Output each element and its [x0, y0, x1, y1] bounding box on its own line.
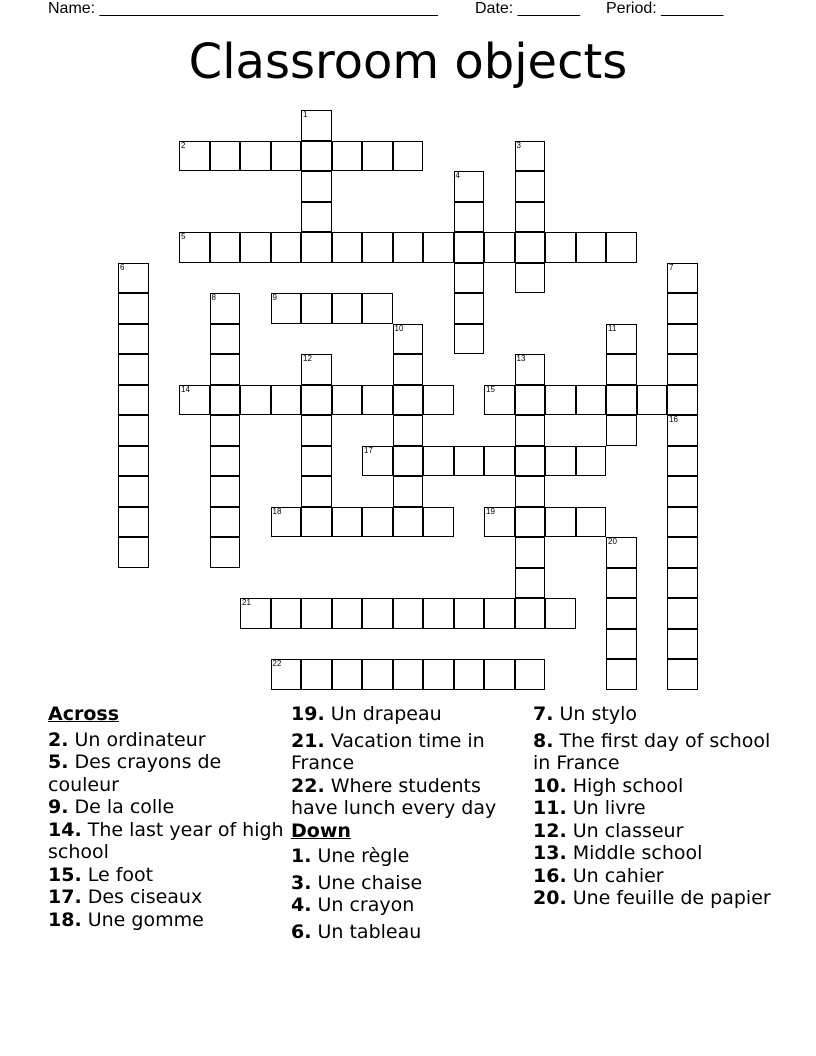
- grid-cell[interactable]: [362, 507, 393, 538]
- clue-text: Un crayon: [311, 894, 415, 916]
- cell-number: 16: [669, 415, 678, 424]
- clue-text: Des ciseaux: [81, 886, 203, 908]
- grid-cell[interactable]: [515, 415, 546, 446]
- grid-cell[interactable]: [301, 476, 332, 507]
- grid-cell[interactable]: [118, 385, 149, 416]
- grid-cell[interactable]: [454, 202, 485, 233]
- grid-cell[interactable]: [240, 141, 271, 172]
- grid-cell[interactable]: [362, 659, 393, 690]
- cell-number: 21: [242, 598, 251, 607]
- grid-cell[interactable]: [484, 598, 515, 629]
- grid-cell[interactable]: [271, 598, 302, 629]
- grid-cell[interactable]: [667, 446, 698, 477]
- clue-text: Where students have lunch every day: [291, 774, 497, 819]
- clue-number: 17.: [48, 886, 82, 908]
- clue-across-5: [48, 751, 288, 796]
- grid-cell[interactable]: [118, 354, 149, 385]
- clue-number: 4.: [291, 894, 312, 916]
- clue-number: 9.: [48, 796, 69, 818]
- clue-text: Une chaise: [311, 871, 423, 894]
- grid-cell[interactable]: [606, 629, 637, 660]
- grid-cell[interactable]: [515, 171, 546, 202]
- cell-number: 4: [455, 171, 460, 180]
- grid-cell[interactable]: [118, 446, 149, 477]
- cell-number: 6: [120, 262, 125, 272]
- grid-cell[interactable]: [545, 598, 576, 629]
- clue-text: Middle school: [566, 842, 703, 864]
- grid-cell[interactable]: [515, 476, 546, 507]
- cell-number: 18: [272, 506, 282, 516]
- grid-cell[interactable]: [576, 446, 607, 477]
- grid-cell[interactable]: [545, 385, 576, 416]
- grid-cell[interactable]: [210, 324, 241, 355]
- grid-cell[interactable]: [667, 659, 698, 690]
- grid-cell[interactable]: [637, 385, 668, 416]
- grid-cell[interactable]: [332, 659, 363, 690]
- clue-text: Une gomme: [81, 908, 204, 931]
- grid-cell[interactable]: [118, 293, 149, 324]
- grid-cell[interactable]: [332, 598, 363, 629]
- grid-cell[interactable]: [362, 446, 393, 477]
- clue-number: 12.: [533, 819, 567, 842]
- clue-down-3: [291, 872, 523, 895]
- grid-cell[interactable]: [118, 507, 149, 538]
- grid-cell[interactable]: [271, 385, 302, 416]
- grid-cell[interactable]: [667, 629, 698, 660]
- cell-number: 7: [669, 262, 674, 272]
- grid-cell[interactable]: [362, 232, 393, 263]
- grid-cell[interactable]: [515, 232, 546, 263]
- clues-column-1: [48, 703, 288, 931]
- grid-cell[interactable]: [667, 354, 698, 385]
- grid-cell[interactable]: [301, 202, 332, 233]
- clue-down-7: [533, 703, 773, 726]
- clue-down-12: [533, 820, 773, 843]
- clue-number: 13.: [533, 842, 567, 864]
- cell-number: 20: [608, 537, 617, 546]
- grid-cell[interactable]: [332, 507, 363, 538]
- down-heading: Down: [291, 819, 351, 842]
- cell-number: 2: [181, 140, 186, 150]
- grid-cell[interactable]: [515, 385, 546, 416]
- grid-cell[interactable]: [118, 476, 149, 507]
- grid-cell[interactable]: [454, 293, 485, 324]
- clue-text: The first day of school in France: [533, 729, 771, 774]
- grid-cell[interactable]: [332, 232, 363, 263]
- grid-cell[interactable]: [271, 659, 302, 690]
- grid-cell[interactable]: [454, 598, 485, 629]
- grid-cell[interactable]: [271, 507, 302, 538]
- across-clue-list: [48, 729, 288, 932]
- clue-across-9: [48, 796, 288, 819]
- grid-cell[interactable]: [515, 568, 546, 599]
- grid-cell[interactable]: [362, 293, 393, 324]
- grid-cell[interactable]: [606, 659, 637, 690]
- clue-number: 8.: [533, 729, 554, 752]
- clue-number: 15.: [48, 863, 82, 886]
- grid-cell[interactable]: [515, 354, 546, 385]
- clue-text: Un tableau: [311, 920, 422, 943]
- clue-number: 22.: [291, 774, 325, 797]
- grid-cell[interactable]: [484, 385, 515, 416]
- date-field[interactable]: Date: _______: [475, 0, 580, 17]
- grid-cell[interactable]: [667, 293, 698, 324]
- grid-cell[interactable]: [545, 446, 576, 477]
- grid-cell[interactable]: [393, 354, 424, 385]
- grid-cell[interactable]: [210, 537, 241, 568]
- clue-number: 3.: [291, 871, 312, 894]
- grid-cell[interactable]: [515, 141, 546, 172]
- grid-cell[interactable]: [606, 415, 637, 446]
- grid-cell[interactable]: [545, 507, 576, 538]
- clue-number: 20.: [533, 887, 567, 909]
- grid-cell[interactable]: [210, 507, 241, 538]
- grid-cell[interactable]: [606, 568, 637, 599]
- cell-number: 12: [303, 354, 312, 363]
- grid-cell[interactable]: [240, 385, 271, 416]
- grid-cell[interactable]: [210, 293, 241, 324]
- grid-cell[interactable]: [423, 598, 454, 629]
- grid-cell[interactable]: [484, 659, 515, 690]
- grid-cell[interactable]: [606, 232, 637, 263]
- grid-cell[interactable]: [606, 537, 637, 568]
- grid-cell[interactable]: [301, 141, 332, 172]
- grid-cell[interactable]: [179, 141, 210, 172]
- grid-cell[interactable]: [301, 659, 332, 690]
- grid-cell[interactable]: [484, 446, 515, 477]
- clue-text: Un drapeau: [324, 703, 442, 725]
- clue-number: 6.: [291, 920, 312, 943]
- clue-across-14: [48, 819, 288, 864]
- grid-cell[interactable]: [545, 232, 576, 263]
- grid-cell[interactable]: [362, 598, 393, 629]
- grid-cell[interactable]: [576, 507, 607, 538]
- cell-number: 3: [516, 140, 521, 150]
- name-field[interactable]: Name: ______________________________________: [48, 0, 438, 17]
- grid-cell[interactable]: [210, 415, 241, 446]
- grid-cell[interactable]: [606, 324, 637, 355]
- grid-cell[interactable]: [301, 598, 332, 629]
- grid-cell[interactable]: [667, 415, 698, 446]
- grid-cell[interactable]: [667, 598, 698, 629]
- clue-text: De la colle: [68, 796, 175, 818]
- cell-number: 19: [486, 506, 495, 516]
- grid-cell[interactable]: [393, 141, 424, 172]
- clue-down-16: [533, 865, 773, 888]
- grid-cell[interactable]: [515, 263, 546, 294]
- clue-across-2: [48, 729, 288, 752]
- grid-cell[interactable]: [606, 598, 637, 629]
- grid-cell[interactable]: [667, 385, 698, 416]
- grid-cell[interactable]: [667, 476, 698, 507]
- clue-text: Un cahier: [566, 864, 664, 887]
- grid-cell[interactable]: [667, 324, 698, 355]
- grid-cell[interactable]: [118, 537, 149, 568]
- grid-cell[interactable]: [454, 232, 485, 263]
- grid-cell[interactable]: [301, 293, 332, 324]
- cell-number: 10: [394, 323, 404, 333]
- clue-number: 19.: [291, 703, 325, 725]
- cell-number: 22: [272, 659, 282, 668]
- clues-column-2: [291, 703, 523, 943]
- grid-cell[interactable]: [179, 385, 210, 416]
- grid-cell[interactable]: [179, 232, 210, 263]
- clue-number: 11.: [533, 797, 567, 819]
- grid-cell[interactable]: [454, 263, 485, 294]
- grid-cell[interactable]: [271, 293, 302, 324]
- cell-number: 9: [272, 293, 277, 302]
- grid-cell[interactable]: [454, 171, 485, 202]
- clue-number: 21.: [291, 729, 325, 752]
- grid-cell[interactable]: [515, 537, 546, 568]
- grid-cell[interactable]: [118, 263, 149, 294]
- clue-across-19: [291, 703, 523, 726]
- clue-number: 7.: [533, 703, 554, 725]
- grid-cell[interactable]: [210, 354, 241, 385]
- grid-cell[interactable]: [423, 232, 454, 263]
- clue-number: 14.: [48, 818, 82, 841]
- clue-number: 10.: [533, 774, 567, 797]
- clue-down-10: [533, 775, 773, 798]
- grid-cell[interactable]: [271, 232, 302, 263]
- grid-cell[interactable]: [515, 598, 546, 629]
- grid-cell[interactable]: [484, 232, 515, 263]
- cell-number: 11: [608, 323, 617, 333]
- clue-across-22: [291, 775, 523, 820]
- grid-cell[interactable]: [301, 171, 332, 202]
- grid-cell[interactable]: [393, 232, 424, 263]
- clue-down-1: [291, 845, 523, 868]
- grid-cell[interactable]: [606, 354, 637, 385]
- grid-cell[interactable]: [301, 110, 332, 141]
- cell-number: 13: [516, 354, 526, 363]
- grid-cell[interactable]: [515, 507, 546, 538]
- grid-cell[interactable]: [667, 568, 698, 599]
- clue-across-21: [291, 730, 523, 775]
- clue-number: 5.: [48, 751, 69, 773]
- grid-cell[interactable]: [576, 232, 607, 263]
- clue-across-15: [48, 864, 288, 887]
- clue-number: 18.: [48, 908, 82, 931]
- clue-across-17: [48, 886, 288, 909]
- grid-cell[interactable]: [210, 476, 241, 507]
- grid-cell[interactable]: [362, 385, 393, 416]
- clue-number: 16.: [533, 864, 567, 887]
- cell-number: 15: [486, 384, 495, 394]
- clue-down-13: [533, 842, 773, 865]
- grid-cell[interactable]: [210, 232, 241, 263]
- grid-cell[interactable]: [393, 415, 424, 446]
- grid-cell[interactable]: [210, 141, 241, 172]
- clue-text: Un ordinateur: [68, 728, 206, 751]
- cell-number: 5: [181, 232, 186, 241]
- grid-cell[interactable]: [393, 598, 424, 629]
- grid-cell[interactable]: [454, 659, 485, 690]
- clue-down-6: [291, 921, 523, 944]
- grid-cell[interactable]: [576, 385, 607, 416]
- grid-cell[interactable]: [301, 507, 332, 538]
- clue-down-11: [533, 797, 773, 820]
- grid-cell[interactable]: [515, 446, 546, 477]
- clue-text: Un classeur: [566, 819, 684, 842]
- grid-cell[interactable]: [667, 263, 698, 294]
- clue-number: 2.: [48, 728, 69, 751]
- grid-cell[interactable]: [423, 446, 454, 477]
- cell-number: 8: [211, 293, 216, 302]
- clue-text: Le foot: [81, 863, 154, 886]
- grid-cell[interactable]: [393, 507, 424, 538]
- clues-column-3: [533, 703, 773, 910]
- grid-cell[interactable]: [301, 446, 332, 477]
- grid-cell[interactable]: [454, 324, 485, 355]
- grid-cell[interactable]: [210, 385, 241, 416]
- cell-number: 1: [303, 110, 308, 119]
- grid-cell[interactable]: [210, 446, 241, 477]
- clue-text: Une feuille de papier: [566, 887, 771, 909]
- grid-cell[interactable]: [393, 385, 424, 416]
- clue-text: Des crayons de couleur: [48, 751, 222, 796]
- grid-cell[interactable]: [240, 232, 271, 263]
- grid-cell[interactable]: [301, 385, 332, 416]
- grid-cell[interactable]: [393, 476, 424, 507]
- cell-number: 17: [364, 445, 373, 455]
- grid-cell[interactable]: [301, 415, 332, 446]
- grid-cell[interactable]: [515, 202, 546, 233]
- grid-cell[interactable]: [332, 141, 363, 172]
- grid-cell[interactable]: [454, 446, 485, 477]
- grid-cell[interactable]: [393, 324, 424, 355]
- period-field[interactable]: Period: _______: [606, 0, 724, 17]
- grid-cell[interactable]: [393, 446, 424, 477]
- grid-cell[interactable]: [362, 141, 393, 172]
- grid-cell[interactable]: [118, 415, 149, 446]
- grid-cell[interactable]: [332, 293, 363, 324]
- grid-cell[interactable]: [393, 659, 424, 690]
- clue-down-4: [291, 894, 523, 917]
- grid-cell[interactable]: [484, 507, 515, 538]
- grid-cell[interactable]: [301, 354, 332, 385]
- clue-down-20: [533, 887, 773, 910]
- grid-cell[interactable]: [118, 324, 149, 355]
- grid-cell[interactable]: [515, 659, 546, 690]
- page-title: Classroom objects: [188, 34, 628, 90]
- clue-across-18: [48, 909, 288, 932]
- grid-cell[interactable]: [606, 385, 637, 416]
- cell-number: 14: [181, 384, 190, 394]
- clue-text: Vacation time in France: [291, 729, 485, 774]
- clue-text: Une règle: [311, 845, 410, 867]
- grid-cell[interactable]: [667, 537, 698, 568]
- grid-cell[interactable]: [667, 507, 698, 538]
- grid-cell[interactable]: [332, 385, 363, 416]
- clue-text: The last year of high school: [48, 818, 284, 863]
- clue-text: High school: [566, 774, 684, 797]
- clue-text: Un stylo: [553, 703, 637, 725]
- grid-cell[interactable]: [240, 598, 271, 629]
- clue-down-8: [533, 730, 773, 775]
- grid-cell[interactable]: [423, 659, 454, 690]
- clue-text: Un livre: [566, 797, 646, 819]
- clue-number: 1.: [291, 845, 312, 867]
- grid-cell[interactable]: [301, 232, 332, 263]
- grid-cell[interactable]: [423, 507, 454, 538]
- grid-cell[interactable]: [271, 141, 302, 172]
- across-heading: Across: [48, 703, 120, 725]
- grid-cell[interactable]: [423, 385, 454, 416]
